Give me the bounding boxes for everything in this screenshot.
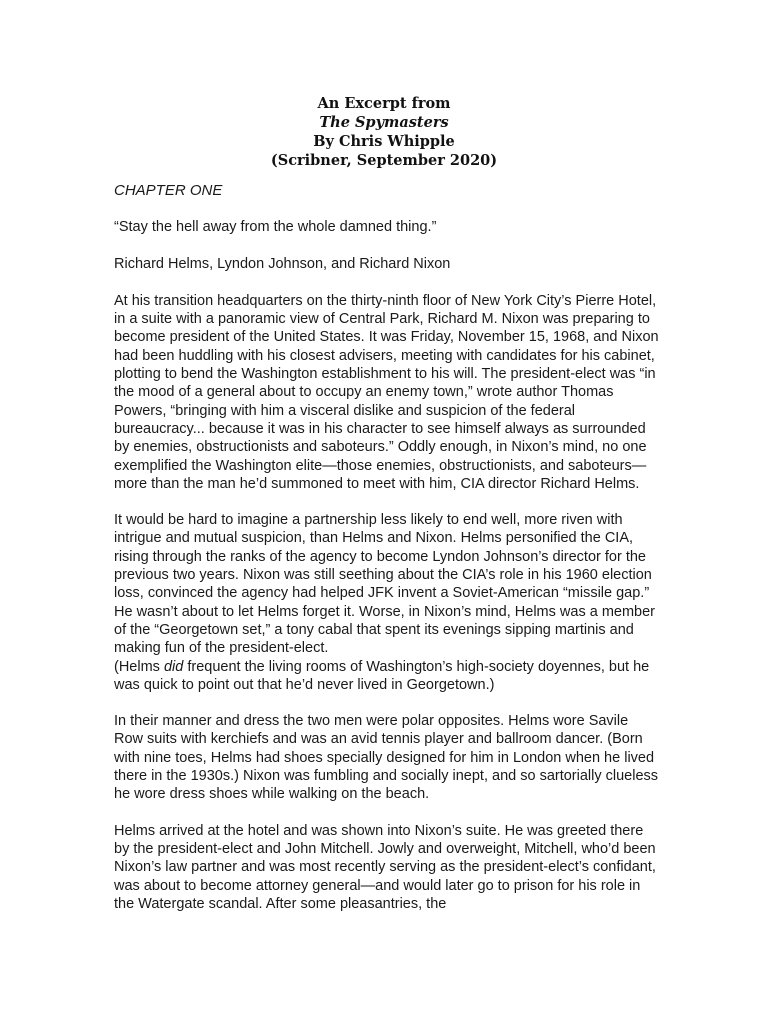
paragraph-2: It would be hard to imagine a partnership less likely to end well, more riven with intrigue and mutual suspicion, than Helms and Nixon. Helms personified the CIA, rising through the ranks of the agency to become Lyndon Johnson’s director for the previous two years. Nixon was still seething about the CIA’s role in his 1960 election loss, convinced the agency had helped JFK invent a Soviet-American “missile gap.” He wasn’t about to let Helms forget it. Worse, in Nixon’s mind, Helms was a member of the “Georgetown set,” a tony cabal that spent its evenings sipping martinis and making fun of the president-elect. [114,512,655,657]
chapter-epigraph: “Stay the hell away from the whole damned thing.” [114,219,437,236]
excerpt-header [0,94,768,170]
book-title: The Spymasters [319,114,449,131]
chapter-title: CHAPTER ONE [114,182,223,199]
paragraph-1: At his transition headquarters on the thirty-ninth floor of New York City’s Pierre Hotel, in a suite with a panoramic view of Central Park, Richard M. Nixon was preparing to become president of the United States. It was Friday, November 15, 1968, and Nixon had been huddling with his closest advisers, meeting with candidates for his cabinet, plotting to bend the Washington establishment to his will. The president-elect was “in the mood of a general about to occupy an enemy town,” wrote author Thomas Powers, “bringing with him a visceral dislike and suspicion of the federal bureaucracy... because it was in his character to see himself always as surrounded by enemies, obstructionists and saboteurs.” Oddly enough, in Nixon’s mind, no one exemplified the Washington elite—those enemies, obstructionists, and saboteurs—more than the man he’d summoned to meet with him, CIA director Richard Helms. [114,292,659,492]
paragraph-5: Helms arrived at the hotel and was shown into Nixon’s suite. He was greeted there by the president-elect and John Mitchell. Jowly and overweight, Mitchell, who’d been Nixon’s law partner and was most recently serving as the president-elect’s confidant, was about to become attorney general—and would later go to prison for his role in the Watergate scandal. After some pleasantries, the [114,822,656,912]
paragraph-3-pre: (Helms [114,658,164,675]
paragraph-4: In their manner and dress the two men were polar opposites. Helms wore Savile Row suits with kerchiefs and was an avid tennis player and ballroom dancer. (Born with nine toes, Helms had shoes specially designed for him in London when he lived there in the 1930s.) Nixon was fumbling and socially inept, and so sartorially clueless he wore dress shoes while walking on the beach. [114,713,659,803]
paragraph-3-emphasis: did [163,658,184,675]
header-line-excerpt: An Excerpt from [317,95,451,112]
author-line: By Chris Whipple [313,133,455,150]
paragraph-3-post: frequent the living rooms of Washington’s high-society doyennes, but he was quick to point out that he’d never lived in Georgetown.) [114,658,650,693]
publisher-line: (Scribner, September 2020) [270,152,498,169]
chapter-subtitle: Richard Helms, Lyndon Johnson, and Richard Nixon [114,255,451,272]
paragraph-3 [114,658,659,695]
document-body [114,182,659,931]
